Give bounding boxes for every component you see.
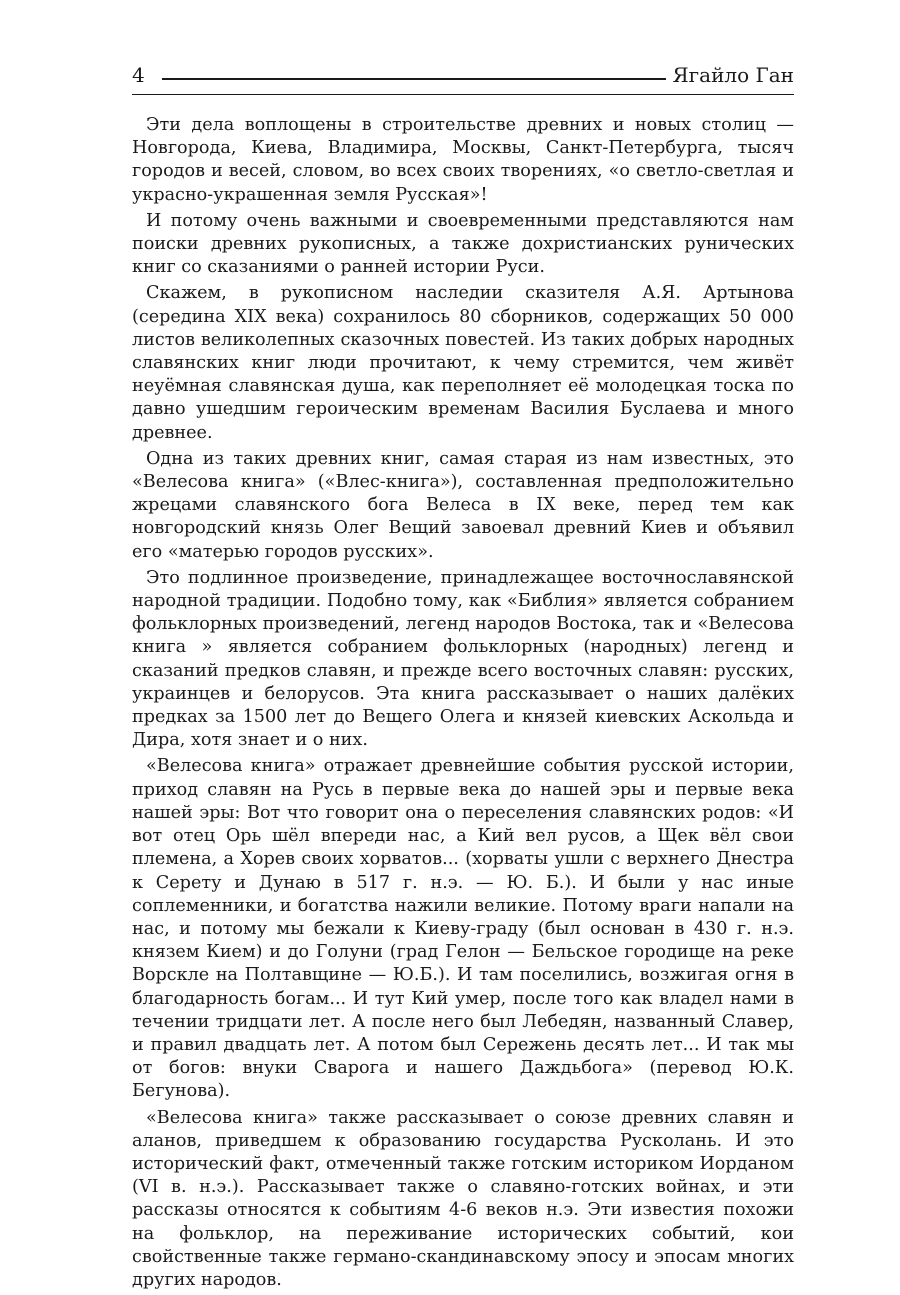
body-text xyxy=(132,114,794,1295)
paragraph: Это подлинное произведение, принадлежащее восточнославянской народной традиции. Подобно тому, как «Библия» является собранием фольклорных произведений, легенд народов Востока, так и «Велесова книга » является собранием фольклорных (народных) легенд и сказаний предков славян, и прежде всего восточных славян: русских, украинцев и белорусов. Эта книга рассказывает о наших далёких предках за 1500 лет до Вещего Олега и князей киевских Аскольда и Дира, хотя знает и о них. xyxy=(132,567,794,751)
paragraph: Эти дела воплощены в строительстве древних и новых столиц — Новгорода, Киева, Владимира, Москвы, Санкт-Петербурга, тысяч городов и весей, словом, во всех своих творениях, «о светло-светлая и украсно-украшенная земля Русская»! xyxy=(132,115,794,205)
paragraph: «Велесова книга» отражает древнейшие события русской истории, приход славян на Русь в первые века до нашей эры и первые века нашей эры: Вот что говорит она о переселения славянских родов: «И вот отец Орь шёл впереди нас, а Кий вел русов, а Щек вёл свои племена, а Хорев своих хорватов... (хорваты ушли с верхнего Днестра к Серету и Дунаю в 517 г. н.э. — Ю. Б.). И были у нас иные соплеменники, и богатства нажили великие. Потому враги напали на нас, и потому мы бежали к Киеву-граду (был основан в 430 г. н.э. князем Кием) и до Голуни (град Гелон — Бельское городище на реке Ворскле на Полтавщине — Ю.Б.). И там поселились, возжигая огня в благодарность богам... И тут Кий умер, после того как владел нами в течении тридцати лет. А после него был Лебедян, названный Славер, и правил двадцать лет. А потом был Сережень десять лет... И так мы от богов: внуки Сварога и нашего Даждьбога» (перевод Ю.К. Бегунова). xyxy=(132,756,794,1102)
page-number: 4 xyxy=(132,63,145,87)
header-rule xyxy=(162,78,666,80)
header-underline xyxy=(132,94,794,95)
paragraph: И потому очень важными и своевременными представляются нам поиски древних рукописных, а также дохристианских рунических книг со сказаниями о ранней истории Руси. xyxy=(132,210,794,278)
running-title: Ягайло Ган xyxy=(672,63,794,87)
paragraph: Одна из таких древних книг, самая старая из нам известных, это «Велесова книга» («Влес-книга»), составленная предположительно жрецами славянского бога Велеса в IX веке, перед тем как новгородский князь Олег Вещий завоевал древний Киев и объявил его «матерью городов русских». xyxy=(132,448,794,562)
paragraph: Скажем, в рукописном наследии сказителя А.Я. Артынова (середина XIX века) сохранилось 80 сборников, содержащих 50 000 листов великолепных сказочных повестей. Из таких добрых народных славянских книг люди прочитают, к чему стремится, чем живёт неуёмная славянская душа, как переполняет её молодецкая тоска по давно ушедшим героическим временам Василия Буслаева и много древнее. xyxy=(132,283,794,443)
page-header xyxy=(132,58,794,98)
paragraph: «Велесова книга» также рассказывает о союзе древних славян и аланов, приведшем к образованию государства Русколань. И это исторический факт, отмеченный также готским историком Иорданом (VI в. н.э.). Рассказывает также о славяно-готских войнах, и эти рассказы относятся к событиям 4-6 веков н.э. Эти известия похожи на фольклор, на переживание исторических событий, кои свойственные также германо-скандинавскому эпосу и эпосам многих других народов. xyxy=(132,1107,794,1290)
